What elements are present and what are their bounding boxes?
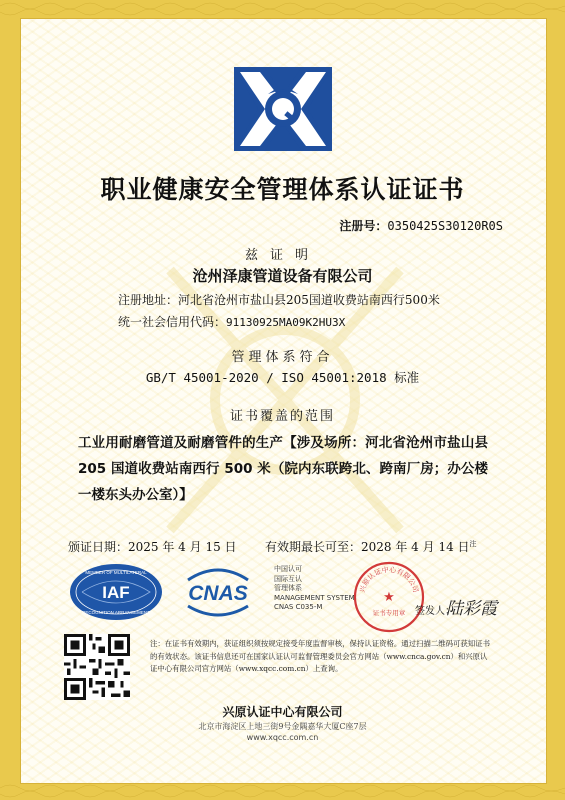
certificate-note: 注：在证书有效期内，获证组织须按规定接受年度监督审核，保持认证资格。通过扫描二维码可获知证书的有效状态。该证书信息还可在国家认证认可监督管理委员会官方网站（www.cnca.gov.cn）和兴原认证中心有限公司官方网站（www.xqcc.com.cn）上查询。 [150,639,490,673]
registered-address [118,291,440,308]
company-seal-icon [352,560,426,634]
proof-label: 兹证明 [244,248,320,263]
valid-until [265,538,477,555]
standard-text: GB/T 45001-2020 / ISO 45001:2018 标准 [145,370,420,385]
cnas-text: CNAS [188,582,248,605]
iaf-ring-bottom: RECOGNITION ARRANGEMENT [82,610,150,615]
signature: 陆彩霞 [446,599,497,619]
cnas-info-line: MANAGEMENT SYSTEM [274,593,355,602]
issuer-address: 北京市海淀区上地三街9号金隅嘉华大厦C座7层 [198,722,367,731]
iaf-logo [68,562,164,622]
registration-value: 0350425S30120R0S [387,219,503,233]
credit-code-value: 91130925MA09K2HU3X [226,316,346,329]
valid-until-value: 2028 年 4 月 14 日 [361,540,470,554]
cnas-info-line: 管理体系 [274,584,302,592]
registration-number [339,217,503,234]
cnas-info-line: 国际互认 [274,574,302,583]
company-name: 沧州泽康管道设备有限公司 [192,267,373,285]
issue-date [68,538,237,555]
address-value: 河北省沧州市盐山县205国道收费站南西行500米 [178,293,440,307]
seal-center-text: 证书专用章 [372,609,406,617]
valid-until-label: 有效期最长可至： [265,540,362,554]
signature-label: 签发人： [415,606,455,617]
cnas-logo [176,562,260,622]
iaf-logo-icon [68,562,164,622]
conform-label: 管理体系符合 [231,350,334,365]
cnas-info [274,565,355,613]
issue-date-value: 2025 年 4 月 15 日 [128,540,237,554]
cnas-info-line: CNAS C035-M [274,603,323,611]
address-label: 注册地址： [118,293,179,307]
svg-text:★: ★ [383,590,395,605]
scope-title: 证书覆盖的范围 [229,409,335,424]
iaf-ring-top: MEMBER OF MULTILATERAL [85,570,147,575]
cnas-logo-icon [176,562,260,622]
issue-date-label: 颁证日期： [68,540,129,554]
credit-code-label: 统一社会信用代码： [118,315,227,329]
issuer-name: 兴原认证中心有限公司 [222,705,343,719]
scope-text: 工业用耐磨管道及耐磨管件的生产【涉及场所：河北省沧州市盐山县 205 国道收费站南西行 500 米（院内东联跨北、跨南厂房；办公楼一楼东头办公室）】 [78,435,488,503]
xqcc-logo-icon [228,64,338,154]
certificate-title: 职业健康安全管理体系认证证书 [100,175,465,204]
registration-label: 注册号： [339,219,388,233]
issuer-website[interactable]: www.xqcc.com.cn [246,733,319,742]
iaf-text: IAF [102,583,130,602]
credit-code [118,313,345,330]
qr-code-icon[interactable] [64,634,130,700]
cnas-info-line: 中国认可 [274,565,302,573]
seal-ring-text: 兴原认证中心有限公司 [358,565,420,594]
valid-until-note-mark: 注 [469,540,477,548]
